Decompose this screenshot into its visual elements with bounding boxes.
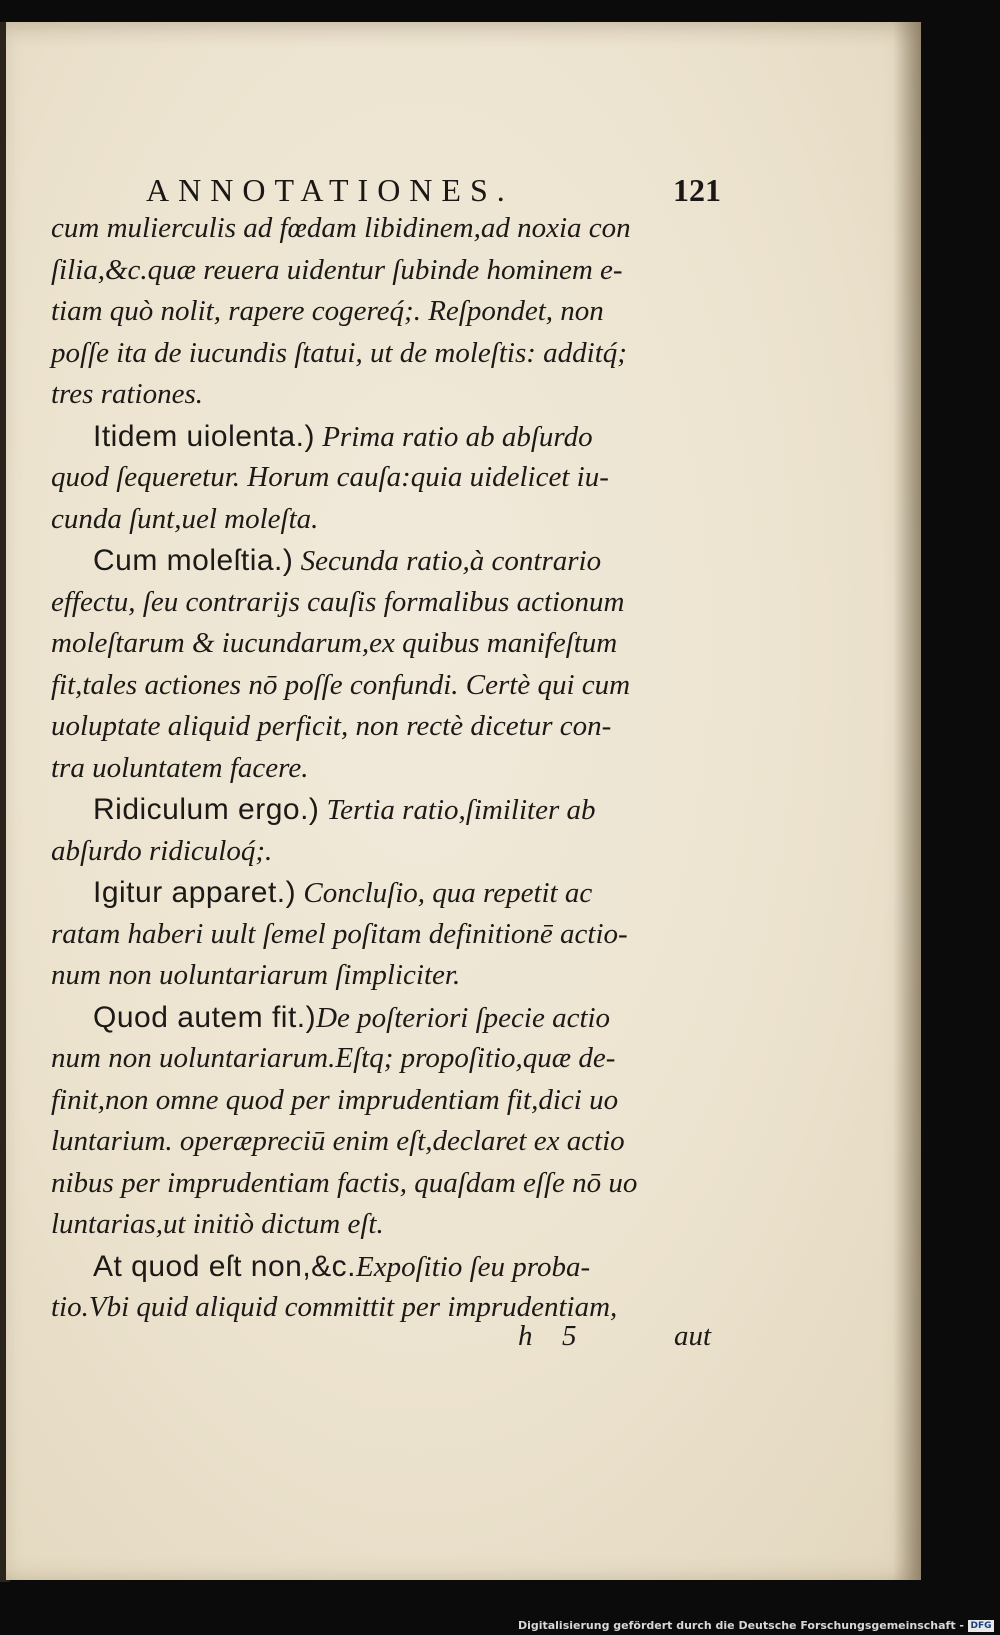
line-text: cum mulierculis ad fœdam libidinem,ad noxia con xyxy=(51,212,631,244)
line-text: Expoſitio ſeu proba- xyxy=(356,1250,591,1283)
line-text: cunda ſunt,uel moleſta. xyxy=(51,502,319,535)
text-line xyxy=(51,623,711,665)
line-text: luntarium. operæpreciū enim eſt,declaret ex actio xyxy=(51,1125,625,1157)
spine-shadow xyxy=(893,22,921,1580)
text-line xyxy=(51,1204,711,1246)
line-text: De poſteriori ſpecie actio xyxy=(316,1001,611,1034)
lemma: Cum moleſtia.) xyxy=(93,544,294,577)
text-line xyxy=(51,748,711,790)
text-line-lemma xyxy=(51,1246,711,1288)
text-line xyxy=(51,374,711,416)
text-line xyxy=(51,499,711,541)
signature-letter: h xyxy=(518,1320,533,1352)
text-line xyxy=(51,1038,711,1080)
text-line-lemma xyxy=(51,997,711,1039)
line-text: Secunda ratio,à contrario xyxy=(293,545,602,577)
line-text: tio.Vbi quid aliquid committit per imprudentiam, xyxy=(51,1291,618,1323)
lemma: Quod autem fit.) xyxy=(93,1000,317,1034)
text-line xyxy=(51,1080,711,1122)
line-text: quod ſequeretur. Horum cauſa:quia uidelicet iu- xyxy=(51,461,609,493)
text-line xyxy=(51,1121,711,1163)
line-text: finit,non omne quod per imprudentiam fit,dici uo xyxy=(51,1083,619,1116)
signature-number: 5 xyxy=(562,1320,577,1352)
text-line xyxy=(51,457,711,499)
text-line xyxy=(51,1163,711,1205)
line-text: Concluſio, qua repetit ac xyxy=(296,877,593,909)
text-line xyxy=(51,208,711,250)
page-header xyxy=(146,172,721,212)
book-page xyxy=(6,22,921,1580)
page-number: 121 xyxy=(673,172,721,208)
line-text: tra uoluntatem facere. xyxy=(51,751,309,784)
line-text: luntarias,ut initiò dictum eſt. xyxy=(51,1208,384,1240)
signature-line xyxy=(496,1320,711,1360)
line-text: abſurdo ridiculoq́;. xyxy=(51,834,273,867)
line-text: num non uoluntariarum ſimpliciter. xyxy=(51,959,461,991)
text-line-lemma xyxy=(51,416,711,458)
line-text: uoluptate aliquid perficit, non rectè dicetur con- xyxy=(51,710,612,742)
line-text: ſilia,&c.quæ reuera uidentur ſubinde hominem e- xyxy=(51,253,623,286)
dfg-logo: DFG xyxy=(968,1620,994,1632)
text-line xyxy=(51,333,711,375)
running-head: ANNOTATIONES. xyxy=(146,172,514,208)
catchword: aut xyxy=(673,1320,711,1352)
line-text: moleſtarum & iucundarum,ex quibus manifeſtum xyxy=(51,627,618,659)
text-line xyxy=(51,665,711,707)
line-text: tres rationes. xyxy=(51,378,203,410)
main-text xyxy=(51,208,711,1329)
text-line xyxy=(51,291,711,333)
text-line xyxy=(51,250,711,292)
text-line-lemma xyxy=(51,789,711,831)
text-line xyxy=(51,955,711,997)
text-line-lemma xyxy=(51,872,711,914)
text-line xyxy=(51,582,711,624)
lemma: Igitur apparet.) xyxy=(93,876,297,909)
line-text: tiam quò nolit, rapere cogereq́;. Reſpondet, non xyxy=(51,295,604,327)
text-line-lemma xyxy=(51,540,711,582)
line-text: Tertia ratio,ſimiliter ab xyxy=(319,794,596,826)
text-line xyxy=(51,706,711,748)
line-text: poſſe ita de iucundis ſtatui, ut de moleſtis: additq́; xyxy=(51,336,627,369)
line-text: ratam haberi uult ſemel poſitam definitionē actio- xyxy=(51,917,628,950)
lemma: At quod eſt non,&c. xyxy=(93,1249,357,1283)
line-text: num non uoluntariarum.Eſtq; propoſitio,quæ de- xyxy=(51,1042,616,1074)
line-text: Prima ratio ab abſurdo xyxy=(314,420,593,453)
text-line xyxy=(51,914,711,956)
line-text: fit,tales actiones nō poſſe confundi. Certè qui cum xyxy=(51,668,631,701)
text-line xyxy=(51,831,711,873)
lemma: Ridiculum ergo.) xyxy=(93,793,320,826)
lemma: Itidem uiolenta.) xyxy=(93,419,315,453)
digitization-credit: Digitalisierung gefördert durch die Deutsche Forschungsgemeinschaft - xyxy=(517,1619,964,1632)
line-text: nibus per imprudentiam factis, quaſdam eſſe nō uo xyxy=(51,1166,638,1199)
line-text: effectu, ſeu contrarijs cauſis formalibus actionum xyxy=(51,585,625,618)
